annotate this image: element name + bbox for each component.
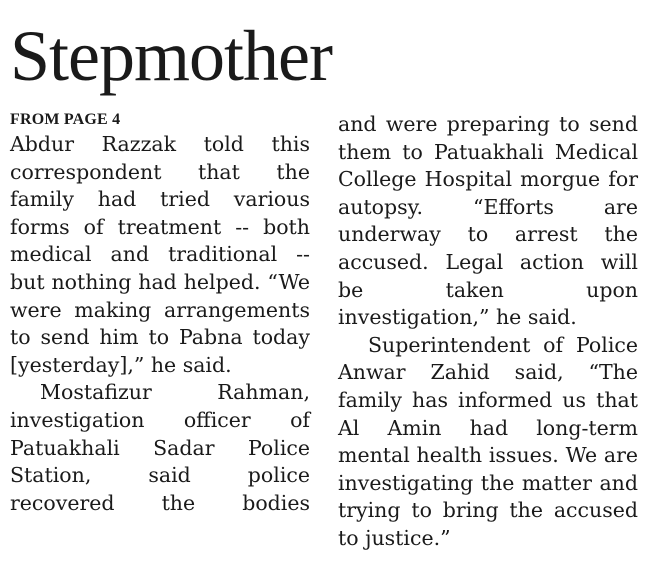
paragraph-2: Mostafizur Rahman, investigation officer of Patuakhali Sadar Police Station, said police recovered the bodies: [10, 380, 310, 515]
article-column-right: [338, 111, 638, 553]
paragraph-4: Superintendent of Police Anwar Zahid said, “The family has informed us that Al Amin had long-term mental health issues. We are investigating the matter and trying to bring the accused to justice.”: [338, 332, 638, 550]
headline: Stepmother: [10, 16, 332, 96]
jump-label: FROM PAGE 4: [10, 111, 121, 128]
paragraph-3: and were preparing to send them to Patuakhali Medical College Hospital morgue for autopsy. “Efforts are underway to arrest the accused. Legal action will be taken upon investigation,” he said.: [338, 112, 638, 330]
article-column-left: [10, 110, 310, 517]
paragraph-1: Abdur Razzak told this correspondent that the family had tried various forms of treatment -- both medical and traditional -- but nothing had helped. “We were making arrangements to send him to Pabna today [yesterday],” he said.: [10, 132, 310, 377]
